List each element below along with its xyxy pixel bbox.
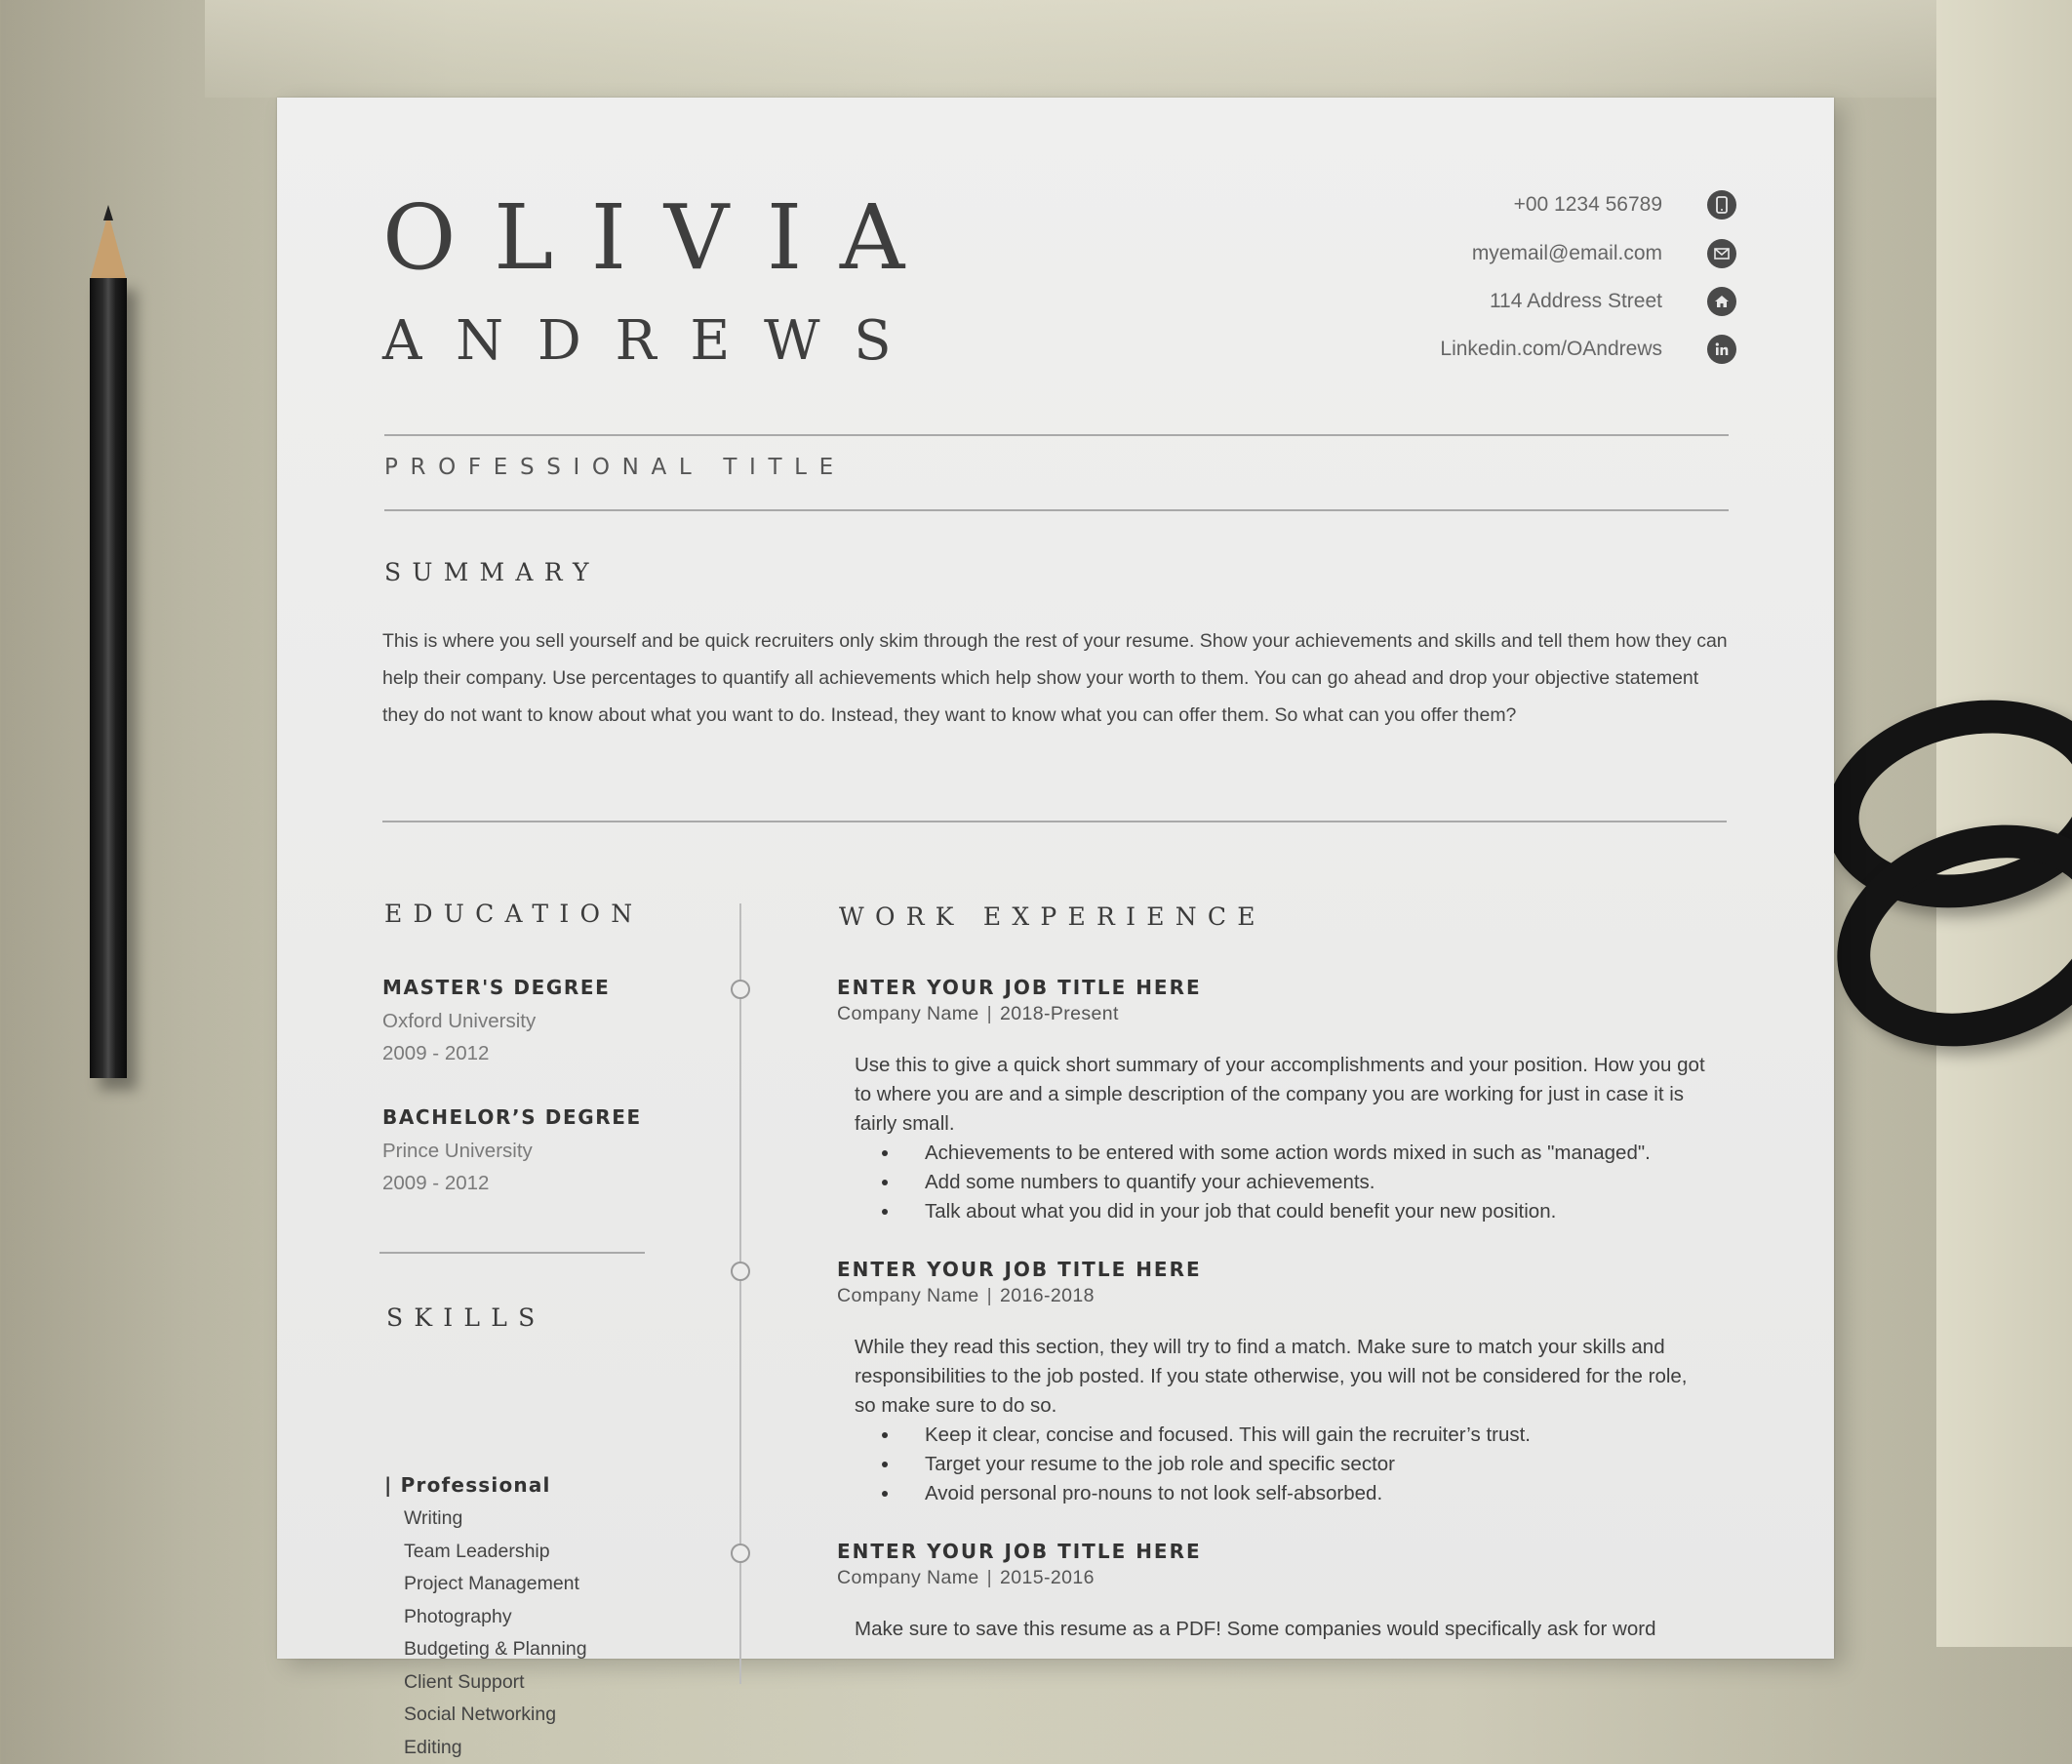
first-name: OLIVIA [382,193,942,283]
envelope-icon [1707,239,1736,268]
job-title: ENTER YOUR JOB TITLE HERE [837,1258,1715,1281]
bullet-dot [882,1491,888,1497]
skills-heading: SKILLS [386,1303,546,1332]
skills-category: | Professional [384,1473,551,1497]
timeline-dot [731,1544,750,1563]
summary-text: This is where you sell yourself and be quick recruiters only skim through the rest of your resume. Show your achievements and skills and tell them how they can help their company. Use percentages to quantify all achievements which help show your worth to them. You can go ahead and drop your objective statement they do not want to know about what you want to do. Instead, they want to know what you can offer them. So what can you offer them? [382,622,1729,734]
pencil-body [90,278,127,1078]
job-bullet [925,1421,1715,1450]
job-period: 2018-Present [1000,1003,1119,1024]
job-period: 2016-2018 [1000,1285,1095,1306]
job-entry [837,976,1715,1226]
contact-address-text: 114 Address Street [1490,290,1662,313]
job-bullet-text: Target your resume to the job role and specific sector [925,1453,1395,1475]
job-meta [837,1003,1715,1025]
job-title: ENTER YOUR JOB TITLE HERE [837,976,1715,999]
job-company: Company Name [837,1567,979,1588]
timeline-line [739,903,741,1684]
bullet-dot [882,1432,888,1438]
pencil-tip [103,205,113,220]
title-top-divider [384,434,1729,436]
education-years: 2009 - 2012 [382,1167,675,1199]
job-meta [837,1285,1715,1307]
job-entry [837,1540,1715,1644]
timeline-dot [731,1262,750,1281]
education-school: Prince University [382,1135,675,1167]
contact-email [1472,239,1736,268]
timeline-dot [731,980,750,999]
job-meta-separator: | [987,1567,992,1588]
bullet-dot [882,1462,888,1467]
title-bottom-divider [384,509,1729,511]
pencil-wood [90,213,127,281]
job-bullet [925,1168,1715,1197]
pencil [90,205,127,1078]
job-bullet [925,1197,1715,1226]
job-company: Company Name [837,1003,979,1024]
job-bullet [925,1139,1715,1168]
professional-title: PROFESSIONAL TITLE [384,455,846,480]
job-bullet-text: Keep it clear, concise and focused. This will gain the recruiter’s trust. [925,1423,1531,1446]
phone-icon [1707,190,1736,220]
job-entry [837,1258,1715,1508]
contact-email-text: myemail@email.com [1472,242,1662,265]
job-company: Company Name [837,1285,979,1306]
home-icon [1707,287,1736,316]
skills-list [404,1503,587,1764]
job-meta [837,1567,1715,1589]
skill-item: Team Leadership [404,1536,587,1569]
job-bullet-text: Talk about what you did in your job that could benefit your new position. [925,1200,1556,1223]
job-bullets [925,1139,1715,1226]
contact-linkedin [1440,335,1736,364]
job-meta-separator: | [987,1285,992,1306]
job-bullet-text: Add some numbers to quantify your achievements. [925,1171,1375,1193]
contact-phone-text: +00 1234 56789 [1514,193,1662,217]
job-description: Use this to give a quick short summary of your accomplishments and your position. How you got to where you are and a simple description of the company you are working for just in case it is fairly small. [855,1051,1713,1139]
last-name: ANDREWS [382,314,925,369]
skill-item: Social Networking [404,1699,587,1732]
job-meta-separator: | [987,1003,992,1024]
job-bullets [925,1421,1715,1508]
job-title: ENTER YOUR JOB TITLE HERE [837,1540,1715,1563]
job-description: While they read this section, they will try to find a match. Make sure to match your skills and responsibilities to the job posted. If you state otherwise, you will not be considered for the role, so make sure to do so. [855,1333,1713,1421]
job-bullet [925,1479,1715,1508]
work-experience-heading: WORK EXPERIENCE [839,902,1266,931]
resume-paper [277,98,1834,1659]
education-item [382,1105,675,1199]
skill-item: Editing [404,1732,587,1764]
education-degree: BACHELOR’S DEGREE [382,1105,675,1129]
skill-item: Project Management [404,1568,587,1601]
summary-heading: SUMMARY [384,558,600,586]
job-bullet-text: Avoid personal pro-nouns to not look self-absorbed. [925,1482,1382,1504]
contact-phone [1514,190,1736,220]
linkedin-icon [1707,335,1736,364]
contact-address [1490,287,1736,316]
skill-item: Client Support [404,1666,587,1700]
education-degree: MASTER'S DEGREE [382,976,675,999]
contact-linkedin-text: Linkedin.com/OAndrews [1440,338,1662,361]
bullet-dot [882,1180,888,1185]
skill-item: Writing [404,1503,587,1536]
job-description: Make sure to save this resume as a PDF! Some companies would specifically ask for word [855,1615,1713,1644]
background-band [205,0,1946,98]
summary-divider [382,821,1727,822]
bullet-dot [882,1150,888,1156]
education-item [382,976,675,1069]
skill-item: Photography [404,1601,587,1634]
bullet-dot [882,1209,888,1215]
skill-item: Budgeting & Planning [404,1633,587,1666]
education-years: 2009 - 2012 [382,1037,675,1069]
scissors [1824,702,2072,1024]
education-school: Oxford University [382,1005,675,1037]
job-bullet [925,1450,1715,1479]
job-period: 2015-2016 [1000,1567,1095,1588]
education-heading: EDUCATION [384,900,643,928]
education-divider [379,1252,645,1254]
job-bullet-text: Achievements to be entered with some action words mixed in such as "managed". [925,1142,1651,1164]
